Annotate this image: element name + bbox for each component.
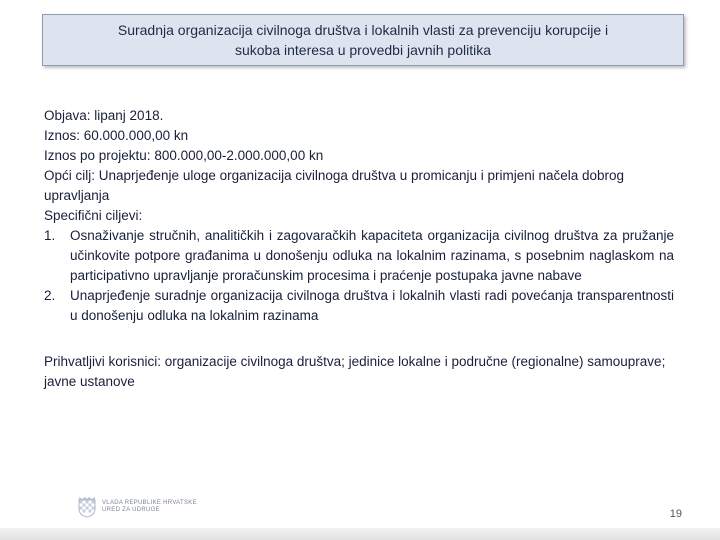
list-item-number: 2. xyxy=(44,288,56,303)
title-box xyxy=(42,14,684,66)
croatian-coat-of-arms-icon xyxy=(78,496,96,518)
list-item-text: Unaprjeđenje suradnje organizacija civilnoga društva i lokalnih vlasti radi povećanja transparentnosti u donošenju odluka na lokalnim razinama xyxy=(70,288,674,323)
list-item-number: 1. xyxy=(44,228,56,243)
footer-bar xyxy=(0,528,720,540)
list-item xyxy=(44,226,674,286)
general-goal-line: Opći cilj: Unaprjeđenje uloge organizacija civilnoga društva u promicanju i primjeni načela dobrog upravljanja xyxy=(44,168,625,203)
beneficiaries xyxy=(44,352,674,392)
published-line: Objava: lipanj 2018. xyxy=(44,108,164,123)
beneficiaries-text: organizacije civilnoga društva; jedinice lokalne i područne (regionalne) samouprave; javne ustanove xyxy=(44,354,666,389)
page-number: 19 xyxy=(669,508,682,520)
page-title xyxy=(106,20,620,60)
beneficiaries-label: Prihvatljivi korisnici: xyxy=(44,354,162,369)
title-line-1: Suradnja organizacija civilnoga društva i lokalnih vlasti za prevenciju korupcije i xyxy=(117,22,609,38)
government-logo xyxy=(78,496,197,518)
footer xyxy=(0,478,720,540)
logo-line-1: VLADA REPUBLIKE HRVATSKE xyxy=(102,500,197,506)
spacer xyxy=(44,326,674,352)
amount-line: Iznos: 60.000.000,00 kn xyxy=(44,128,189,143)
content xyxy=(44,106,674,392)
list-item xyxy=(44,286,674,326)
amount-per-project-line: Iznos po projektu: 800.000,00-2.000.000,00 kn xyxy=(44,148,324,163)
specific-goals-label: Specifični ciljevi: xyxy=(44,208,143,223)
list-item-text: Osnaživanje stručnih, analitičkih i zagovaračkih kapaciteta organizacija civilnog društva za pružanje učinkovite potpore građanima u donošenju odluka na lokalnim razinama, s posebnim naglaskom na participativno upravljanje proračunskim procesima i praćenje postupaka javne nabave xyxy=(70,228,674,283)
specific-goals-list xyxy=(44,226,674,326)
title-line-2: sukoba interesa u provedbi javnih politika xyxy=(234,42,492,58)
logo-line-2: URED ZA UDRUGE xyxy=(102,507,160,513)
logo-text xyxy=(102,500,197,514)
